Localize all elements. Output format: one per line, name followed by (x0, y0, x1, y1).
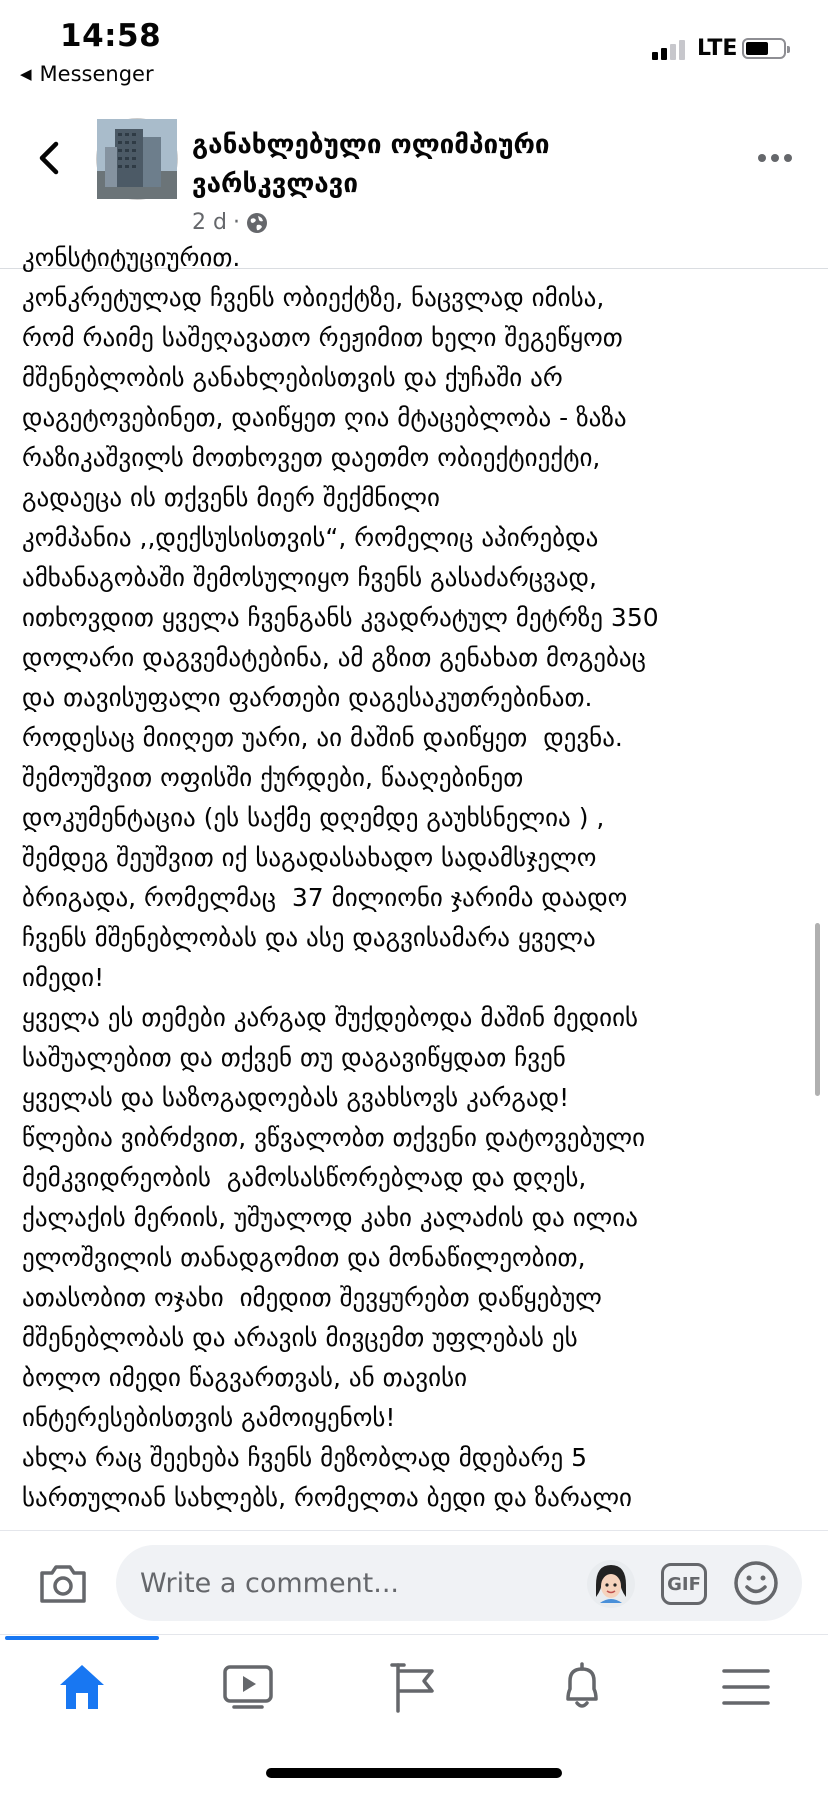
comment-bar (0, 1530, 828, 1635)
status-bar (0, 0, 828, 96)
more-options-icon[interactable] (758, 154, 792, 162)
camera-icon[interactable] (38, 1561, 88, 1605)
home-indicator[interactable] (266, 1768, 562, 1778)
building-photo-icon (97, 119, 177, 199)
home-icon[interactable] (54, 1659, 110, 1715)
back-triangle-icon: ◀ (20, 65, 32, 83)
video-icon[interactable] (220, 1659, 276, 1715)
avatar-sticker-icon[interactable] (586, 1559, 636, 1609)
signal-strength-icon (652, 38, 685, 60)
notifications-bell-icon[interactable] (554, 1659, 610, 1715)
scrollbar[interactable] (815, 923, 820, 1096)
emoji-icon[interactable] (732, 1559, 780, 1607)
pages-flag-icon[interactable] (386, 1659, 442, 1715)
active-tab-indicator (5, 1636, 159, 1640)
post-text: კონსტიტუციურით. კონკრეტულად ჩვენს ობიექტზე, ნაცვლად იმისა, რომ რაიმე საშეღავათო რეჟიმით ხელი შეგეწყოთ მშენებლობის განახლებისთვის და ქუჩაში არ დაგეტოვებინეთ, დაიწყეთ ღია მტაცებლობა - ზაზა რაზიკაშვილს მოთხოვეთ დაეთმო ობიექტიექტი, გადაეცა ის თქვენს მიერ შექმნილი კომპანია ,,დექსუსისთვის“, რომელიც აპირებდა ამხანაგობაში შემოსულიყო ჩვენს გასაძარცვად, ითხოვდით ყველა ჩვენგანს კვადრატულ მეტრზე 350 დოლარი დაგვემატებინა, ამ გზით გენახათ მოგებაც და თავისუფალი ფართები დაგესაკუთრებინათ. როდესაც მიიღეთ უარი, აი მაშინ დაიწყეთ დევნა. შემოუშვით ოფისში ქურდები, წააღებინეთ დოკუმენტაცია (ეს საქმე დღემდე გაუხსნელია ) , შემდეგ შეუშვით იქ საგადასახადო სადამსჯელო ბრიგადა, რომელმაც 37 მილიონი ჯარიმა დაადო ჩვენს მშენებლობას და ასე დაგვისამარა ყველა იმედი! ყველა ეს თემები კარგად შუქდებოდა მაშინ მედიის საშუალებით და თქვენ თუ დაგავიწყდათ ჩვენ ყველას და საზოგადოებას გვახსოვს კარგად! წლებია ვიბრძვით, ვწვალობთ თქვენი დატოვებული მემკვიდრეობის გამოსასწორებლად და დღეს, ქალაქის მერიის, უშუალოდ კახი კალაძის და ილია ელოშვილის თანადგომით და მონაწილეობით, ათასობით ოჯახი იმედით შევყურებთ დაწყებულ მშენებლობას და არავის მივცემთ უფლებას ეს ბოლო იმედი წაგვართვას, ან თავისი ინტერესებისთვის გამოიყენოს! ახლა რაც შეეხება ჩვენს მეზობლად მდებარე 5 სართულიან სახლებს, რომელთა ბედი და ზარალი (22, 243, 659, 1512)
page-avatar[interactable] (96, 118, 178, 200)
menu-icon[interactable] (718, 1659, 774, 1715)
globe-icon (246, 212, 268, 234)
back-app-label: Messenger (39, 62, 154, 86)
battery-icon (742, 38, 786, 59)
gif-button[interactable]: GIF (661, 1563, 707, 1605)
post-meta: 2 d · (192, 210, 268, 235)
back-to-messenger[interactable] (20, 62, 154, 86)
network-type: LTE (697, 36, 738, 61)
post-body (0, 243, 828, 1530)
back-chevron-icon[interactable] (30, 138, 70, 178)
post-age: 2 d (192, 210, 227, 235)
status-time: 14:58 (60, 18, 162, 54)
page-name[interactable]: განახლებული ოლიმპიური ვარსკვლავი (192, 130, 550, 199)
